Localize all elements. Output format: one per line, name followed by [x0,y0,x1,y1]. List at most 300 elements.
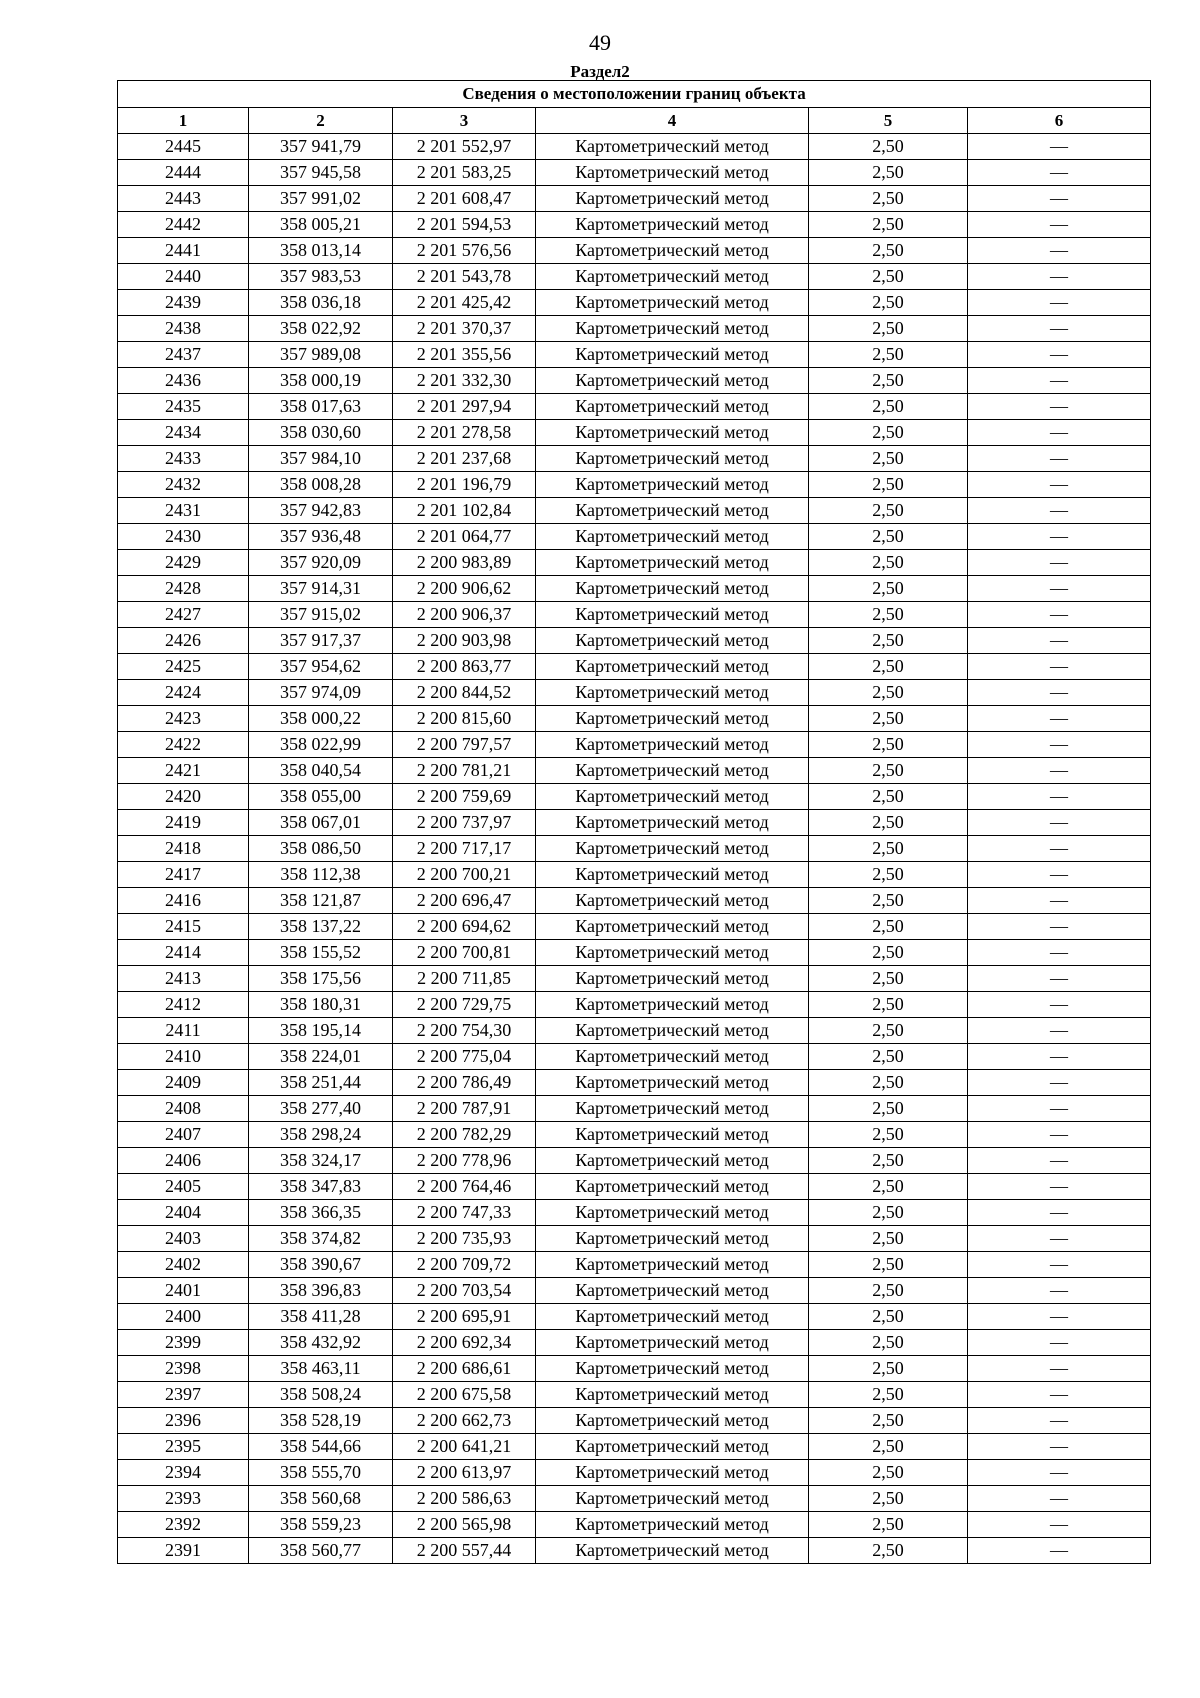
description-cell: — [968,1096,1151,1122]
method-cell: Картометрический метод [536,758,809,784]
point-number-cell: 2394 [118,1460,249,1486]
y-coordinate-cell: 2 201 608,47 [393,186,536,212]
accuracy-cell: 2,50 [809,1252,968,1278]
accuracy-cell: 2,50 [809,914,968,940]
description-cell: — [968,498,1151,524]
accuracy-cell: 2,50 [809,420,968,446]
y-coordinate-cell: 2 201 278,58 [393,420,536,446]
description-cell: — [968,316,1151,342]
point-number-cell: 2437 [118,342,249,368]
point-number-cell: 2403 [118,1226,249,1252]
point-number-cell: 2420 [118,784,249,810]
x-coordinate-cell: 357 983,53 [249,264,393,290]
description-cell: — [968,212,1151,238]
table-row [118,498,1151,524]
method-cell: Картометрический метод [536,1018,809,1044]
method-cell: Картометрический метод [536,1408,809,1434]
table-row [118,524,1151,550]
column-number: 4 [536,108,809,134]
x-coordinate-cell: 358 030,60 [249,420,393,446]
accuracy-cell: 2,50 [809,1512,968,1538]
x-coordinate-cell: 357 920,09 [249,550,393,576]
method-cell: Картометрический метод [536,1330,809,1356]
method-cell: Картометрический метод [536,212,809,238]
x-coordinate-cell: 358 432,92 [249,1330,393,1356]
point-number-cell: 2414 [118,940,249,966]
section-title: Раздел2 [570,62,630,81]
description-cell: — [968,1278,1151,1304]
point-number-cell: 2443 [118,186,249,212]
accuracy-cell: 2,50 [809,160,968,186]
table-row [118,1122,1151,1148]
accuracy-cell: 2,50 [809,888,968,914]
accuracy-cell: 2,50 [809,186,968,212]
point-number-cell: 2418 [118,836,249,862]
y-coordinate-cell: 2 200 983,89 [393,550,536,576]
y-coordinate-cell: 2 200 703,54 [393,1278,536,1304]
x-coordinate-cell: 358 175,56 [249,966,393,992]
method-cell: Картометрический метод [536,342,809,368]
description-cell: — [968,1070,1151,1096]
method-cell: Картометрический метод [536,446,809,472]
y-coordinate-cell: 2 200 695,91 [393,1304,536,1330]
method-cell: Картометрический метод [536,1486,809,1512]
point-number-cell: 2444 [118,160,249,186]
y-coordinate-cell: 2 200 781,21 [393,758,536,784]
method-cell: Картометрический метод [536,1044,809,1070]
y-coordinate-cell: 2 200 641,21 [393,1434,536,1460]
method-cell: Картометрический метод [536,1434,809,1460]
coordinates-table [117,80,1151,1564]
description-cell: — [968,758,1151,784]
table-row [118,394,1151,420]
description-cell: — [968,394,1151,420]
y-coordinate-cell: 2 201 370,37 [393,316,536,342]
table-row [118,1382,1151,1408]
column-number: 3 [393,108,536,134]
y-coordinate-cell: 2 201 102,84 [393,498,536,524]
table-row [118,1070,1151,1096]
point-number-cell: 2421 [118,758,249,784]
description-cell: — [968,264,1151,290]
accuracy-cell: 2,50 [809,758,968,784]
method-cell: Картометрический метод [536,576,809,602]
method-cell: Картометрический метод [536,914,809,940]
point-number-cell: 2415 [118,914,249,940]
point-number-cell: 2391 [118,1538,249,1564]
point-number-cell: 2407 [118,1122,249,1148]
accuracy-cell: 2,50 [809,368,968,394]
accuracy-cell: 2,50 [809,264,968,290]
description-cell: — [968,472,1151,498]
table-row [118,550,1151,576]
column-number: 1 [118,108,249,134]
point-number-cell: 2435 [118,394,249,420]
y-coordinate-cell: 2 200 737,97 [393,810,536,836]
method-cell: Картометрический метод [536,784,809,810]
table-row [118,680,1151,706]
x-coordinate-cell: 358 463,11 [249,1356,393,1382]
point-number-cell: 2445 [118,134,249,160]
table-caption-row [118,81,1151,108]
point-number-cell: 2416 [118,888,249,914]
point-number-cell: 2442 [118,212,249,238]
table-row [118,1044,1151,1070]
accuracy-cell: 2,50 [809,680,968,706]
accuracy-cell: 2,50 [809,836,968,862]
description-cell: — [968,1304,1151,1330]
x-coordinate-cell: 358 347,83 [249,1174,393,1200]
point-number-cell: 2400 [118,1304,249,1330]
accuracy-cell: 2,50 [809,238,968,264]
method-cell: Картометрический метод [536,1226,809,1252]
table-row [118,576,1151,602]
description-cell: — [968,1408,1151,1434]
point-number-cell: 2436 [118,368,249,394]
accuracy-cell: 2,50 [809,212,968,238]
accuracy-cell: 2,50 [809,1096,968,1122]
y-coordinate-cell: 2 200 775,04 [393,1044,536,1070]
y-coordinate-cell: 2 200 786,49 [393,1070,536,1096]
accuracy-cell: 2,50 [809,1434,968,1460]
table-row [118,602,1151,628]
method-cell: Картометрический метод [536,654,809,680]
y-coordinate-cell: 2 201 196,79 [393,472,536,498]
table-row [118,732,1151,758]
y-coordinate-cell: 2 201 594,53 [393,212,536,238]
accuracy-cell: 2,50 [809,1148,968,1174]
point-number-cell: 2406 [118,1148,249,1174]
method-cell: Картометрический метод [536,264,809,290]
y-coordinate-cell: 2 201 552,97 [393,134,536,160]
description-cell: — [968,914,1151,940]
method-cell: Картометрический метод [536,238,809,264]
y-coordinate-cell: 2 200 747,33 [393,1200,536,1226]
x-coordinate-cell: 358 055,00 [249,784,393,810]
description-cell: — [968,1174,1151,1200]
method-cell: Картометрический метод [536,420,809,446]
table-row [118,1460,1151,1486]
method-cell: Картометрический метод [536,1538,809,1564]
description-cell: — [968,732,1151,758]
description-cell: — [968,1512,1151,1538]
x-coordinate-cell: 358 137,22 [249,914,393,940]
x-coordinate-cell: 358 195,14 [249,1018,393,1044]
point-number-cell: 2426 [118,628,249,654]
description-cell: — [968,1330,1151,1356]
description-cell: — [968,602,1151,628]
table-row [118,810,1151,836]
y-coordinate-cell: 2 200 700,81 [393,940,536,966]
description-cell: — [968,342,1151,368]
accuracy-cell: 2,50 [809,1538,968,1564]
table-row [118,1486,1151,1512]
x-coordinate-cell: 357 989,08 [249,342,393,368]
y-coordinate-cell: 2 200 735,93 [393,1226,536,1252]
accuracy-cell: 2,50 [809,472,968,498]
accuracy-cell: 2,50 [809,862,968,888]
table-row [118,1148,1151,1174]
y-coordinate-cell: 2 201 355,56 [393,342,536,368]
accuracy-cell: 2,50 [809,1122,968,1148]
description-cell: — [968,1044,1151,1070]
method-cell: Картометрический метод [536,966,809,992]
x-coordinate-cell: 358 560,77 [249,1538,393,1564]
accuracy-cell: 2,50 [809,1174,968,1200]
accuracy-cell: 2,50 [809,524,968,550]
y-coordinate-cell: 2 200 557,44 [393,1538,536,1564]
y-coordinate-cell: 2 200 717,17 [393,836,536,862]
point-number-cell: 2412 [118,992,249,1018]
x-coordinate-cell: 358 022,99 [249,732,393,758]
accuracy-cell: 2,50 [809,992,968,1018]
accuracy-cell: 2,50 [809,602,968,628]
accuracy-cell: 2,50 [809,810,968,836]
x-coordinate-cell: 358 508,24 [249,1382,393,1408]
point-number-cell: 2425 [118,654,249,680]
x-coordinate-cell: 357 974,09 [249,680,393,706]
point-number-cell: 2392 [118,1512,249,1538]
x-coordinate-cell: 358 277,40 [249,1096,393,1122]
table-row [118,1434,1151,1460]
y-coordinate-cell: 2 200 700,21 [393,862,536,888]
table-row [118,420,1151,446]
y-coordinate-cell: 2 201 543,78 [393,264,536,290]
x-coordinate-cell: 358 390,67 [249,1252,393,1278]
accuracy-cell: 2,50 [809,966,968,992]
description-cell: — [968,1460,1151,1486]
point-number-cell: 2438 [118,316,249,342]
accuracy-cell: 2,50 [809,576,968,602]
method-cell: Картометрический метод [536,1174,809,1200]
method-cell: Картометрический метод [536,862,809,888]
table-row [118,368,1151,394]
column-number: 5 [809,108,968,134]
method-cell: Картометрический метод [536,1200,809,1226]
description-cell: — [968,1538,1151,1564]
point-number-cell: 2396 [118,1408,249,1434]
description-cell: — [968,1122,1151,1148]
point-number-cell: 2422 [118,732,249,758]
point-number-cell: 2397 [118,1382,249,1408]
y-coordinate-cell: 2 200 815,60 [393,706,536,732]
x-coordinate-cell: 358 396,83 [249,1278,393,1304]
table-row [118,1226,1151,1252]
accuracy-cell: 2,50 [809,342,968,368]
x-coordinate-cell: 357 917,37 [249,628,393,654]
y-coordinate-cell: 2 200 662,73 [393,1408,536,1434]
column-number: 2 [249,108,393,134]
table-row [118,1408,1151,1434]
y-coordinate-cell: 2 200 903,98 [393,628,536,654]
accuracy-cell: 2,50 [809,1304,968,1330]
point-number-cell: 2428 [118,576,249,602]
accuracy-cell: 2,50 [809,394,968,420]
x-coordinate-cell: 358 036,18 [249,290,393,316]
x-coordinate-cell: 357 991,02 [249,186,393,212]
table-row [118,212,1151,238]
accuracy-cell: 2,50 [809,446,968,472]
table-row [118,1018,1151,1044]
x-coordinate-cell: 358 112,38 [249,862,393,888]
accuracy-cell: 2,50 [809,1460,968,1486]
table-row [118,1356,1151,1382]
table-row [118,914,1151,940]
description-cell: — [968,1148,1151,1174]
x-coordinate-cell: 358 040,54 [249,758,393,784]
point-number-cell: 2411 [118,1018,249,1044]
x-coordinate-cell: 358 411,28 [249,1304,393,1330]
y-coordinate-cell: 2 200 565,98 [393,1512,536,1538]
point-number-cell: 2398 [118,1356,249,1382]
method-cell: Картометрический метод [536,186,809,212]
x-coordinate-cell: 357 942,83 [249,498,393,524]
accuracy-cell: 2,50 [809,1044,968,1070]
description-cell: — [968,290,1151,316]
method-cell: Картометрический метод [536,706,809,732]
x-coordinate-cell: 357 914,31 [249,576,393,602]
point-number-cell: 2431 [118,498,249,524]
x-coordinate-cell: 358 251,44 [249,1070,393,1096]
table-row [118,992,1151,1018]
x-coordinate-cell: 358 000,22 [249,706,393,732]
table-row [118,836,1151,862]
description-cell: — [968,966,1151,992]
table-row [118,316,1151,342]
y-coordinate-cell: 2 200 613,97 [393,1460,536,1486]
description-cell: — [968,1434,1151,1460]
table-row [118,628,1151,654]
point-number-cell: 2417 [118,862,249,888]
table-row [118,264,1151,290]
y-coordinate-cell: 2 201 425,42 [393,290,536,316]
page-number: 49 [589,30,611,55]
x-coordinate-cell: 358 559,23 [249,1512,393,1538]
method-cell: Картометрический метод [536,160,809,186]
y-coordinate-cell: 2 200 711,85 [393,966,536,992]
method-cell: Картометрический метод [536,290,809,316]
table-row [118,1096,1151,1122]
method-cell: Картометрический метод [536,836,809,862]
x-coordinate-cell: 358 560,68 [249,1486,393,1512]
point-number-cell: 2402 [118,1252,249,1278]
description-cell: — [968,1382,1151,1408]
x-coordinate-cell: 358 022,92 [249,316,393,342]
y-coordinate-cell: 2 200 906,37 [393,602,536,628]
description-cell: — [968,706,1151,732]
accuracy-cell: 2,50 [809,1356,968,1382]
table-row [118,160,1151,186]
point-number-cell: 2408 [118,1096,249,1122]
point-number-cell: 2404 [118,1200,249,1226]
table-row [118,446,1151,472]
description-cell: — [968,134,1151,160]
method-cell: Картометрический метод [536,888,809,914]
accuracy-cell: 2,50 [809,1486,968,1512]
y-coordinate-cell: 2 200 675,58 [393,1382,536,1408]
description-cell: — [968,1200,1151,1226]
point-number-cell: 2410 [118,1044,249,1070]
y-coordinate-cell: 2 200 764,46 [393,1174,536,1200]
description-cell: — [968,784,1151,810]
x-coordinate-cell: 357 941,79 [249,134,393,160]
x-coordinate-cell: 358 013,14 [249,238,393,264]
description-cell: — [968,524,1151,550]
description-cell: — [968,1356,1151,1382]
description-cell: — [968,1252,1151,1278]
point-number-cell: 2393 [118,1486,249,1512]
x-coordinate-cell: 357 915,02 [249,602,393,628]
y-coordinate-cell: 2 201 297,94 [393,394,536,420]
y-coordinate-cell: 2 200 754,30 [393,1018,536,1044]
y-coordinate-cell: 2 200 696,47 [393,888,536,914]
y-coordinate-cell: 2 201 583,25 [393,160,536,186]
method-cell: Картометрический метод [536,680,809,706]
point-number-cell: 2430 [118,524,249,550]
description-cell: — [968,446,1151,472]
table-row [118,134,1151,160]
x-coordinate-cell: 358 366,35 [249,1200,393,1226]
accuracy-cell: 2,50 [809,290,968,316]
method-cell: Картометрический метод [536,1278,809,1304]
accuracy-cell: 2,50 [809,1018,968,1044]
y-coordinate-cell: 2 200 692,34 [393,1330,536,1356]
method-cell: Картометрический метод [536,1304,809,1330]
method-cell: Картометрический метод [536,1070,809,1096]
table-row [118,1200,1151,1226]
x-coordinate-cell: 358 528,19 [249,1408,393,1434]
description-cell: — [968,1226,1151,1252]
method-cell: Картометрический метод [536,1460,809,1486]
x-coordinate-cell: 358 224,01 [249,1044,393,1070]
table-row [118,1330,1151,1356]
y-coordinate-cell: 2 201 576,56 [393,238,536,264]
accuracy-cell: 2,50 [809,940,968,966]
method-cell: Картометрический метод [536,368,809,394]
x-coordinate-cell: 358 000,19 [249,368,393,394]
accuracy-cell: 2,50 [809,1070,968,1096]
x-coordinate-cell: 358 324,17 [249,1148,393,1174]
description-cell: — [968,992,1151,1018]
x-coordinate-cell: 358 008,28 [249,472,393,498]
x-coordinate-cell: 358 086,50 [249,836,393,862]
x-coordinate-cell: 358 155,52 [249,940,393,966]
method-cell: Картометрический метод [536,810,809,836]
point-number-cell: 2427 [118,602,249,628]
point-number-cell: 2424 [118,680,249,706]
method-cell: Картометрический метод [536,472,809,498]
point-number-cell: 2405 [118,1174,249,1200]
point-number-cell: 2413 [118,966,249,992]
x-coordinate-cell: 358 374,82 [249,1226,393,1252]
description-cell: — [968,810,1151,836]
point-number-cell: 2399 [118,1330,249,1356]
x-coordinate-cell: 357 945,58 [249,160,393,186]
description-cell: — [968,368,1151,394]
table-row [118,290,1151,316]
description-cell: — [968,680,1151,706]
table-row [118,758,1151,784]
table-row [118,1174,1151,1200]
y-coordinate-cell: 2 201 332,30 [393,368,536,394]
description-cell: — [968,836,1151,862]
description-cell: — [968,186,1151,212]
method-cell: Картометрический метод [536,1096,809,1122]
method-cell: Картометрический метод [536,1512,809,1538]
table-row [118,888,1151,914]
y-coordinate-cell: 2 200 759,69 [393,784,536,810]
method-cell: Картометрический метод [536,732,809,758]
